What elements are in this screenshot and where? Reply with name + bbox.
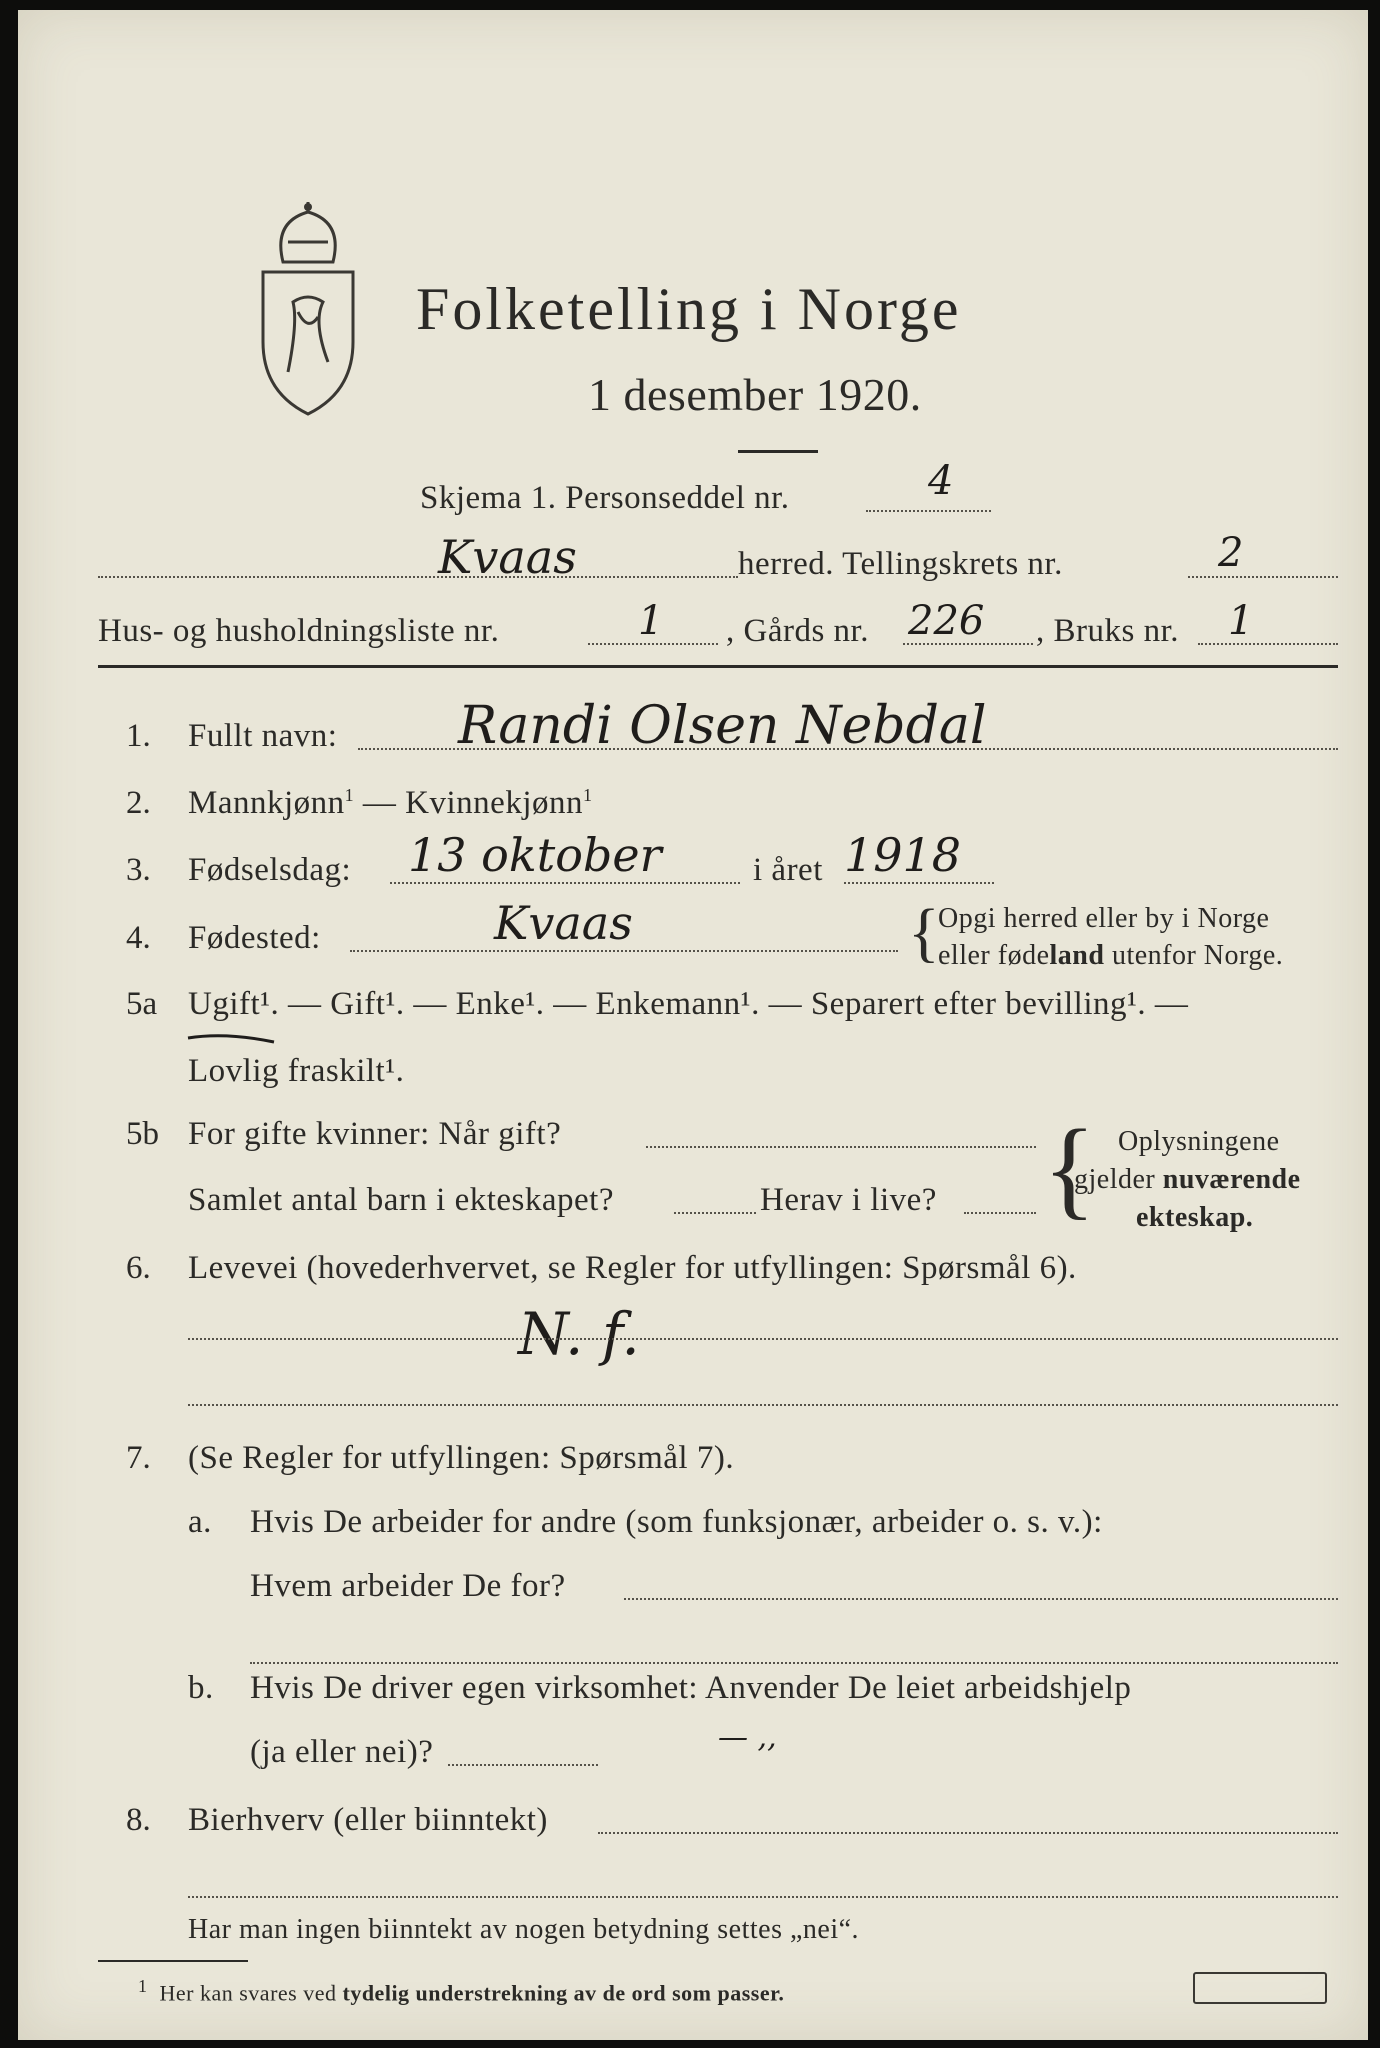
q5b-note-3: ekteskap.	[1136, 1202, 1254, 1233]
q4-label: Fødested:	[188, 920, 321, 956]
q2-sep: —	[362, 785, 397, 821]
q5b-dots-2	[674, 1212, 756, 1214]
q5b-note-1: Oplysningene	[1118, 1126, 1280, 1157]
income-note: Har man ingen biinntekt av nogen betydning settes „nei“.	[188, 1914, 860, 1945]
footnote-rule	[98, 1960, 248, 1962]
q5b-note-2: gjelder nuværende	[1074, 1164, 1301, 1195]
q8-dots-1	[598, 1832, 1338, 1834]
q6-dots-2	[188, 1404, 1338, 1406]
q3-label: Fødselsdag:	[188, 852, 352, 888]
q5a-options: Ugift¹. — Gift¹. — Enke¹. — Enkemann¹. — Separert efter bevilling¹. —	[188, 986, 1189, 1022]
q4-note-1: Opgi herred eller by i Norge	[938, 903, 1270, 934]
hus-value: 1	[638, 598, 664, 644]
q7-number: 7.	[126, 1440, 151, 1476]
q3-year-dots	[844, 882, 994, 884]
q8-dots-2	[188, 1896, 1338, 1898]
q7-label: (Se Regler for utfyllingen: Spørsmål 7).	[188, 1440, 735, 1476]
personseddel-dots	[866, 510, 991, 512]
schema-label: Skjema 1. Personseddel nr.	[420, 480, 790, 516]
herred-label: herred. Tellingskrets nr.	[738, 546, 1063, 582]
q6-value: N. f.	[518, 1300, 640, 1368]
personseddel-value: 4	[928, 458, 954, 504]
q7b-value: — ,,	[718, 1720, 777, 1755]
footnote: $^1$ Her kan svares ved tydelig understrekning av de ord som passer.	[138, 1976, 785, 2006]
bruks-value: 1	[1228, 598, 1254, 644]
q6-number: 6.	[126, 1250, 151, 1286]
bruks-dots	[1198, 643, 1338, 645]
tellingskrets-dots	[1188, 576, 1338, 578]
q5b-label-3: Herav i live?	[760, 1182, 937, 1218]
q7a-letter: a.	[188, 1504, 212, 1540]
q4-value: Kvaas	[494, 896, 633, 950]
herred-value: Kvaas	[438, 530, 577, 584]
q3-year-value: 1918	[844, 828, 962, 882]
hus-label: Hus- og husholdningsliste nr.	[98, 613, 500, 649]
q5b-dots-1	[646, 1146, 1036, 1148]
printer-stamp	[1193, 1972, 1327, 2004]
q5b-dots-3	[964, 1212, 1036, 1214]
q5b-brace: {	[1043, 1107, 1096, 1229]
census-form-sheet	[18, 10, 1368, 2040]
q7a-dots-1	[624, 1598, 1338, 1600]
q3-dots	[390, 882, 740, 884]
q8-number: 8.	[126, 1802, 151, 1838]
tellingskrets-value: 2	[1218, 530, 1244, 576]
q5b-number: 5b	[126, 1116, 159, 1152]
q7b-label-2: (ja eller nei)?	[250, 1734, 434, 1770]
q7a-label-2: Hvem arbeider De for?	[250, 1568, 566, 1604]
q5a-options-2: Lovlig fraskilt¹.	[188, 1053, 405, 1089]
bruks-label: , Bruks nr.	[1036, 613, 1180, 649]
q3-year-label: i året	[753, 852, 823, 888]
q7a-dots-2	[250, 1662, 1338, 1664]
q5a-number: 5a	[126, 986, 158, 1022]
title-divider	[738, 450, 818, 453]
gards-label: , Gårds nr.	[726, 613, 869, 649]
q8-label: Bierhverv (eller biinntekt)	[188, 1802, 548, 1838]
ugift-underline-mark	[186, 1030, 276, 1046]
q5b-label-2: Samlet antal barn i ekteskapet?	[188, 1182, 615, 1218]
form-title: Folketelling i Norge	[416, 276, 962, 342]
q3-number: 3.	[126, 852, 151, 888]
herred-dots	[98, 576, 738, 578]
q1-value: Randi Olsen Nebdal	[458, 696, 987, 756]
q5b-label-1: For gifte kvinner: Når gift?	[188, 1116, 562, 1152]
q1-number: 1.	[126, 718, 151, 754]
q2-female: Kvinnekjønn	[405, 785, 583, 821]
q7a-label-1: Hvis De arbeider for andre (som funksjonær, arbeider o. s. v.):	[250, 1504, 1103, 1540]
q6-label: Levevei (hovederhvervet, se Regler for utfyllingen: Spørsmål 6).	[188, 1250, 1077, 1286]
q2-label: Mannkjønn$^1$ — Kvinnekjønn$^1$	[188, 785, 593, 821]
q4-number: 4.	[126, 920, 151, 956]
q7b-label-1: Hvis De driver egen virksomhet: Anvender De leiet arbeidshjelp	[250, 1670, 1132, 1706]
q4-brace: {	[908, 896, 940, 969]
gards-value: 226	[908, 598, 985, 644]
q7b-dots	[448, 1764, 598, 1766]
coat-of-arms-icon	[253, 202, 363, 417]
q7b-letter: b.	[188, 1670, 214, 1706]
q4-note-2: eller fødeland utenfor Norge.	[938, 940, 1284, 971]
q2-number: 2.	[126, 785, 151, 821]
q4-dots	[350, 950, 898, 952]
form-date: 1 desember 1920.	[588, 369, 922, 420]
q3-value: 13 oktober	[408, 828, 662, 882]
q1-label: Fullt navn:	[188, 718, 338, 754]
q2-male: Mannkjønn	[188, 785, 345, 821]
q6-dots-1	[188, 1338, 1338, 1340]
header-rule	[98, 665, 1338, 668]
